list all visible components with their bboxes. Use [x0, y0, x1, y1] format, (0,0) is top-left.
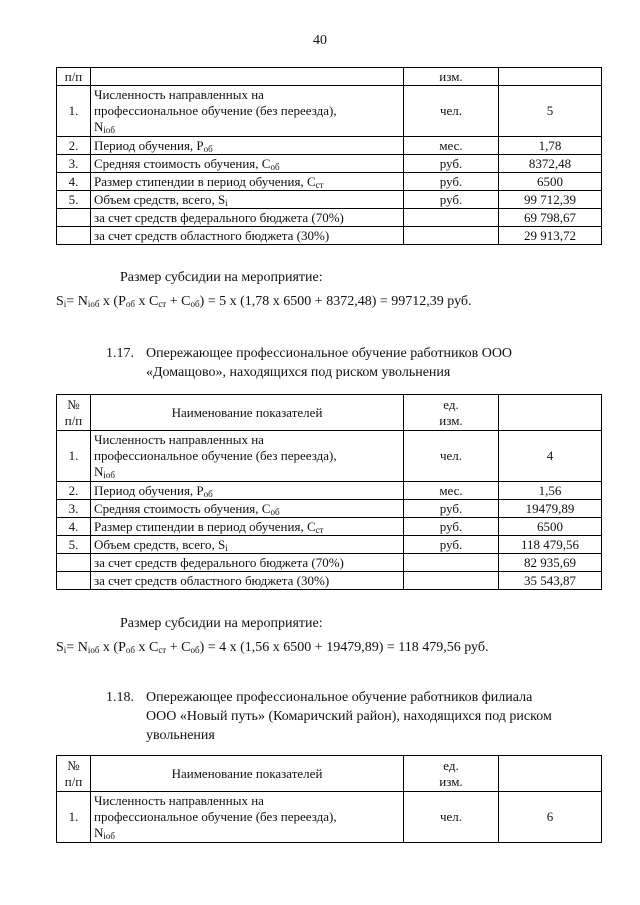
col-name-header: Наименование показателей: [91, 395, 404, 431]
section-1-17-number: 1.17.: [106, 346, 134, 361]
col-unit-header: ед. изм.: [404, 756, 499, 792]
col-unit-header: ед. изм.: [404, 395, 499, 431]
section-1-18-title: Опережающее профессиональное обучение работников филиала ООО «Новый путь» (Комаричский район), находящихся под риском увольнения: [146, 690, 552, 743]
table-row: за счет средств областного бюджета (30%) 29 913,72: [57, 227, 602, 245]
table-row: 3. Средняя стоимость обучения, $С_{об}$ руб. 19479,89: [57, 500, 602, 518]
table-row: за счет средств областного бюджета (30%) 35 543,87: [57, 572, 602, 590]
col-no-header: п/п: [57, 68, 91, 86]
table-row: 1. Численность направленных на профессиональное обучение (без переезда), $N_{iоб}$ чел. 6: [57, 792, 602, 843]
table-3-header-row: [57, 756, 602, 792]
indicator-name: Численность направленных на профессиональное обучение (без переезда), $N_{iоб}$: [91, 86, 404, 137]
subsidy-label-1: Размер субсидии на мероприятие:: [120, 270, 323, 285]
subsidy-label-2: Размер субсидии на мероприятие:: [120, 616, 323, 631]
table-row: за счет средств федерального бюджета (70%) 82 935,69: [57, 554, 602, 572]
table-row: 2. Период обучения, $Р_{об}$ мес. 1,78: [57, 137, 602, 155]
table-row: 4. Размер стипендии в период обучения, $С_{ст}$ руб. 6500: [57, 518, 602, 536]
subsidy-formula-2: $S_i= N_{iоб}$ х ($Р_{об}$ х $С_{ст} + С_{об}) = 4$ х (1,56 х 6500 + 19479,89) = 118 479,56 руб.: [56, 640, 489, 655]
table-row: 1. Численность направленных на профессиональное обучение (без переезда), $N_{iоб}$ чел. 5: [57, 86, 602, 137]
table-2-header-row: [57, 395, 602, 431]
table-row: 5. Объем средств, всего, $S_i$ руб. 118 479,56: [57, 536, 602, 554]
table-1-header-row: [57, 68, 602, 86]
section-1-18-number: 1.18.: [106, 690, 134, 705]
table-2: [56, 394, 602, 590]
col-no-header: № п/п: [57, 395, 91, 431]
page-number: 40: [313, 33, 327, 48]
col-unit-header: изм.: [404, 68, 499, 86]
col-name-header: Наименование показателей: [91, 756, 404, 792]
table-1: [56, 67, 602, 245]
section-1-17-title: Опережающее профессиональное обучение работников ООО «Домащово», находящихся под риском увольнения: [146, 346, 513, 380]
indicator-name: Численность направленных на профессиональное обучение (без переезда), $N_{iоб}$: [91, 792, 404, 843]
table-row: 1. Численность направленных на профессиональное обучение (без переезда), $N_{iоб}$ чел. 4: [57, 431, 602, 482]
table-row: 3. Средняя стоимость обучения, $С_{об}$ руб. 8372,48: [57, 155, 602, 173]
table-3: [56, 755, 602, 843]
table-row: 5. Объем средств, всего, $S_i$ руб. 99 712,39: [57, 191, 602, 209]
col-no-header: № п/п: [57, 756, 91, 792]
table-row: за счет средств федерального бюджета (70%) 69 798,67: [57, 209, 602, 227]
table-row: 2. Период обучения, $Р_{об}$ мес. 1,56: [57, 482, 602, 500]
subsidy-formula-1: $S_i= N_{iоб}$ х ($Р_{об}$ х $С_{ст} + С_{об}) = 5$ х (1,78 х 6500 + 8372,48) = 99712,39 руб.: [56, 294, 472, 309]
indicator-name: Численность направленных на профессиональное обучение (без переезда), $N_{iоб}$: [91, 431, 404, 482]
table-row: 4. Размер стипендии в период обучения, $С_{ст}$ руб. 6500: [57, 173, 602, 191]
